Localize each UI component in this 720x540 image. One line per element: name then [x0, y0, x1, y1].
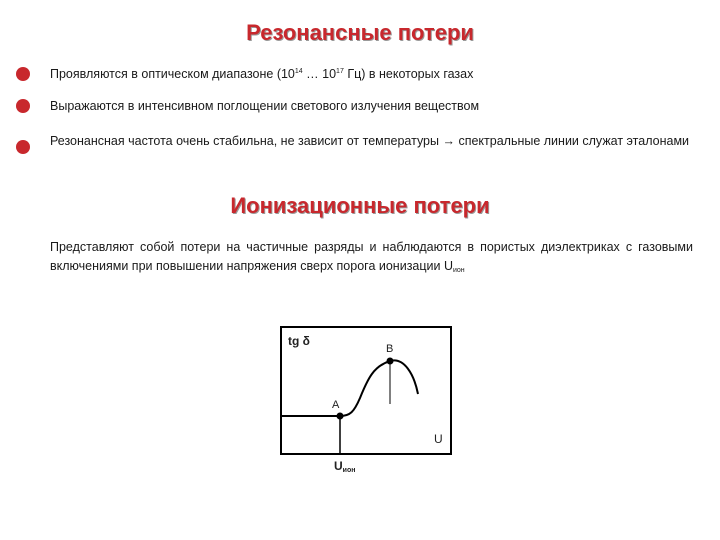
bullet-absorption: Выражаются в интенсивном поглощении светового излучения веществом — [50, 99, 480, 113]
bullet-dot — [16, 99, 30, 113]
y-axis-label: tg δ — [288, 334, 310, 348]
bullet-optical-range: Проявляются в оптическом диапазоне ($10^{14}$ … $10^{17}$ Гц) в некоторых газах — [50, 67, 474, 81]
resonance-losses-title: Резонансные потери — [246, 20, 474, 45]
point-b-label: B — [386, 343, 394, 355]
x-axis-label: U — [434, 432, 443, 446]
ionization-losses-title: Ионизационные потери — [230, 193, 490, 218]
u-ion-label: Uион — [334, 459, 356, 474]
bullet-dot — [16, 140, 30, 154]
point-a-label: A — [332, 399, 340, 411]
ionization-paragraph: Представляют собой потери на частичные разряды и наблюдаются в пористых диэлектриках с газовыми включениями при повышении напряжения сверх порога ионизации $U_{ион}$ — [50, 240, 693, 274]
tg-delta-vs-voltage-graph — [280, 326, 455, 481]
bullet-dot — [16, 67, 30, 81]
point-b-marker — [387, 358, 394, 365]
point-a-marker — [337, 413, 344, 420]
bullet-frequency-stability: Резонансная частота очень стабильна, не зависит от температуры → спектральные линии служат эталонами — [50, 134, 690, 148]
